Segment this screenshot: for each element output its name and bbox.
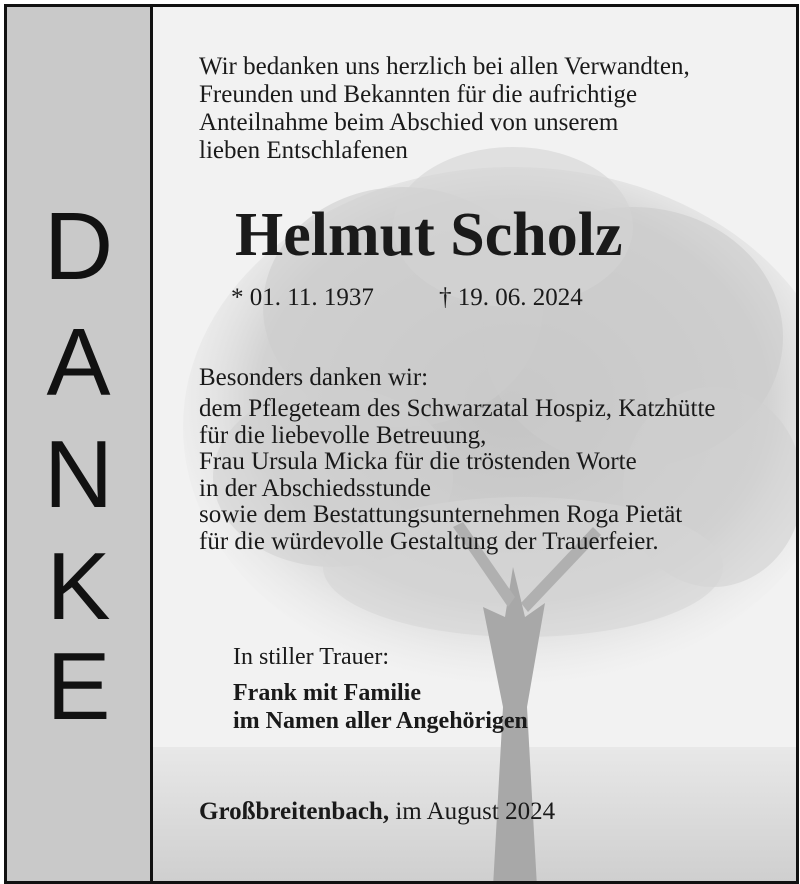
obituary-card: [4, 4, 799, 884]
sidebar-letter: D: [43, 193, 114, 300]
deceased-name: Helmut Scholz: [235, 201, 623, 269]
birth-date: * 01. 11. 1937: [231, 284, 374, 311]
death-date: † 19. 06. 2024: [439, 284, 583, 311]
intro-text: Wir bedanken uns herzlich bei allen Verwandten, Freunden und Bekannten für die aufrichtige Anteilnahme beim Abschied von unserem lieben Entschlafenen: [199, 53, 690, 164]
sidebar-letter: A: [46, 309, 111, 416]
danke-sidebar: [7, 7, 153, 881]
main-content: [153, 7, 796, 881]
mourner-names: Frank mit Familie im Namen aller Angehörigen: [233, 680, 528, 734]
sidebar-letter: K: [46, 533, 111, 640]
thanks-heading: Besonders danken wir:: [199, 364, 429, 391]
thanks-text: dem Pflegeteam des Schwarzatal Hospiz, Katzhütte für die liebevolle Betreuung, Frau Ursula Micka für die tröstenden Worte in der Abschiedsstunde sowie dem Bestattungsunternehmen Roga Pietät für die würdevolle Gestaltung der Trauerfeier.: [199, 395, 716, 555]
sidebar-letter: E: [46, 633, 111, 740]
place-date: [199, 797, 555, 827]
mourning-heading: In stiller Trauer:: [233, 644, 389, 670]
date: im August 2024: [389, 798, 556, 825]
place: Großbreitenbach,: [199, 798, 390, 825]
sidebar-letter: N: [43, 421, 114, 528]
